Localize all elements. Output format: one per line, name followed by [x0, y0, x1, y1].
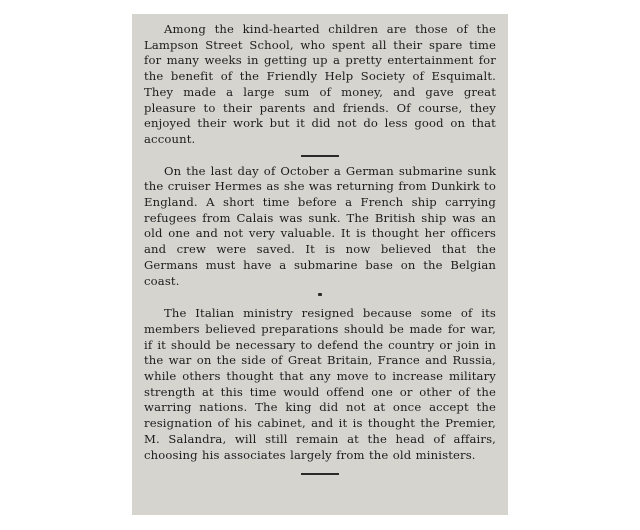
paragraph-german-submarine: On the last day of October a German submarine sunk the cruiser Hermes as she was returning from Dunkirk to England. A short time before a French ship carrying refugees from Calais was sunk. The British ship was an old one and not very valuable. It is thought her officers and crew were saved. It is now believed that the Germans must have a submarine base on the Belgian coast.	[144, 163, 496, 288]
paragraph-italian-ministry: The Italian ministry resigned because some of its members believed preparations should be made for war, if it should be necessary to defend the country or join in the war on the side of Great Britain, France and Russia, while others thought that any move to increase military strength at this time would offend one or other of the warring nations. The king did not at once accept the resignation of his cabinet, and it is thought the Premier, M. Salandra, will still remain at the head of affairs, choosing his associates largely from the old ministers.	[144, 306, 496, 462]
newspaper-clipping	[132, 14, 508, 515]
separator-rule	[301, 155, 339, 157]
separator-dot	[318, 293, 322, 296]
separator-rule-bottom	[301, 473, 339, 475]
paragraph-lampson-street-school: Among the kind-hearted children are those of the Lampson Street School, who spent all their spare time for many weeks in getting up a pretty entertainment for the benefit of the Friendly Help Society of Esquimalt. They made a large sum of money, and gave great pleasure to their parents and friends. Of course, they enjoyed their work but it did not do less good on that account.	[144, 22, 496, 146]
